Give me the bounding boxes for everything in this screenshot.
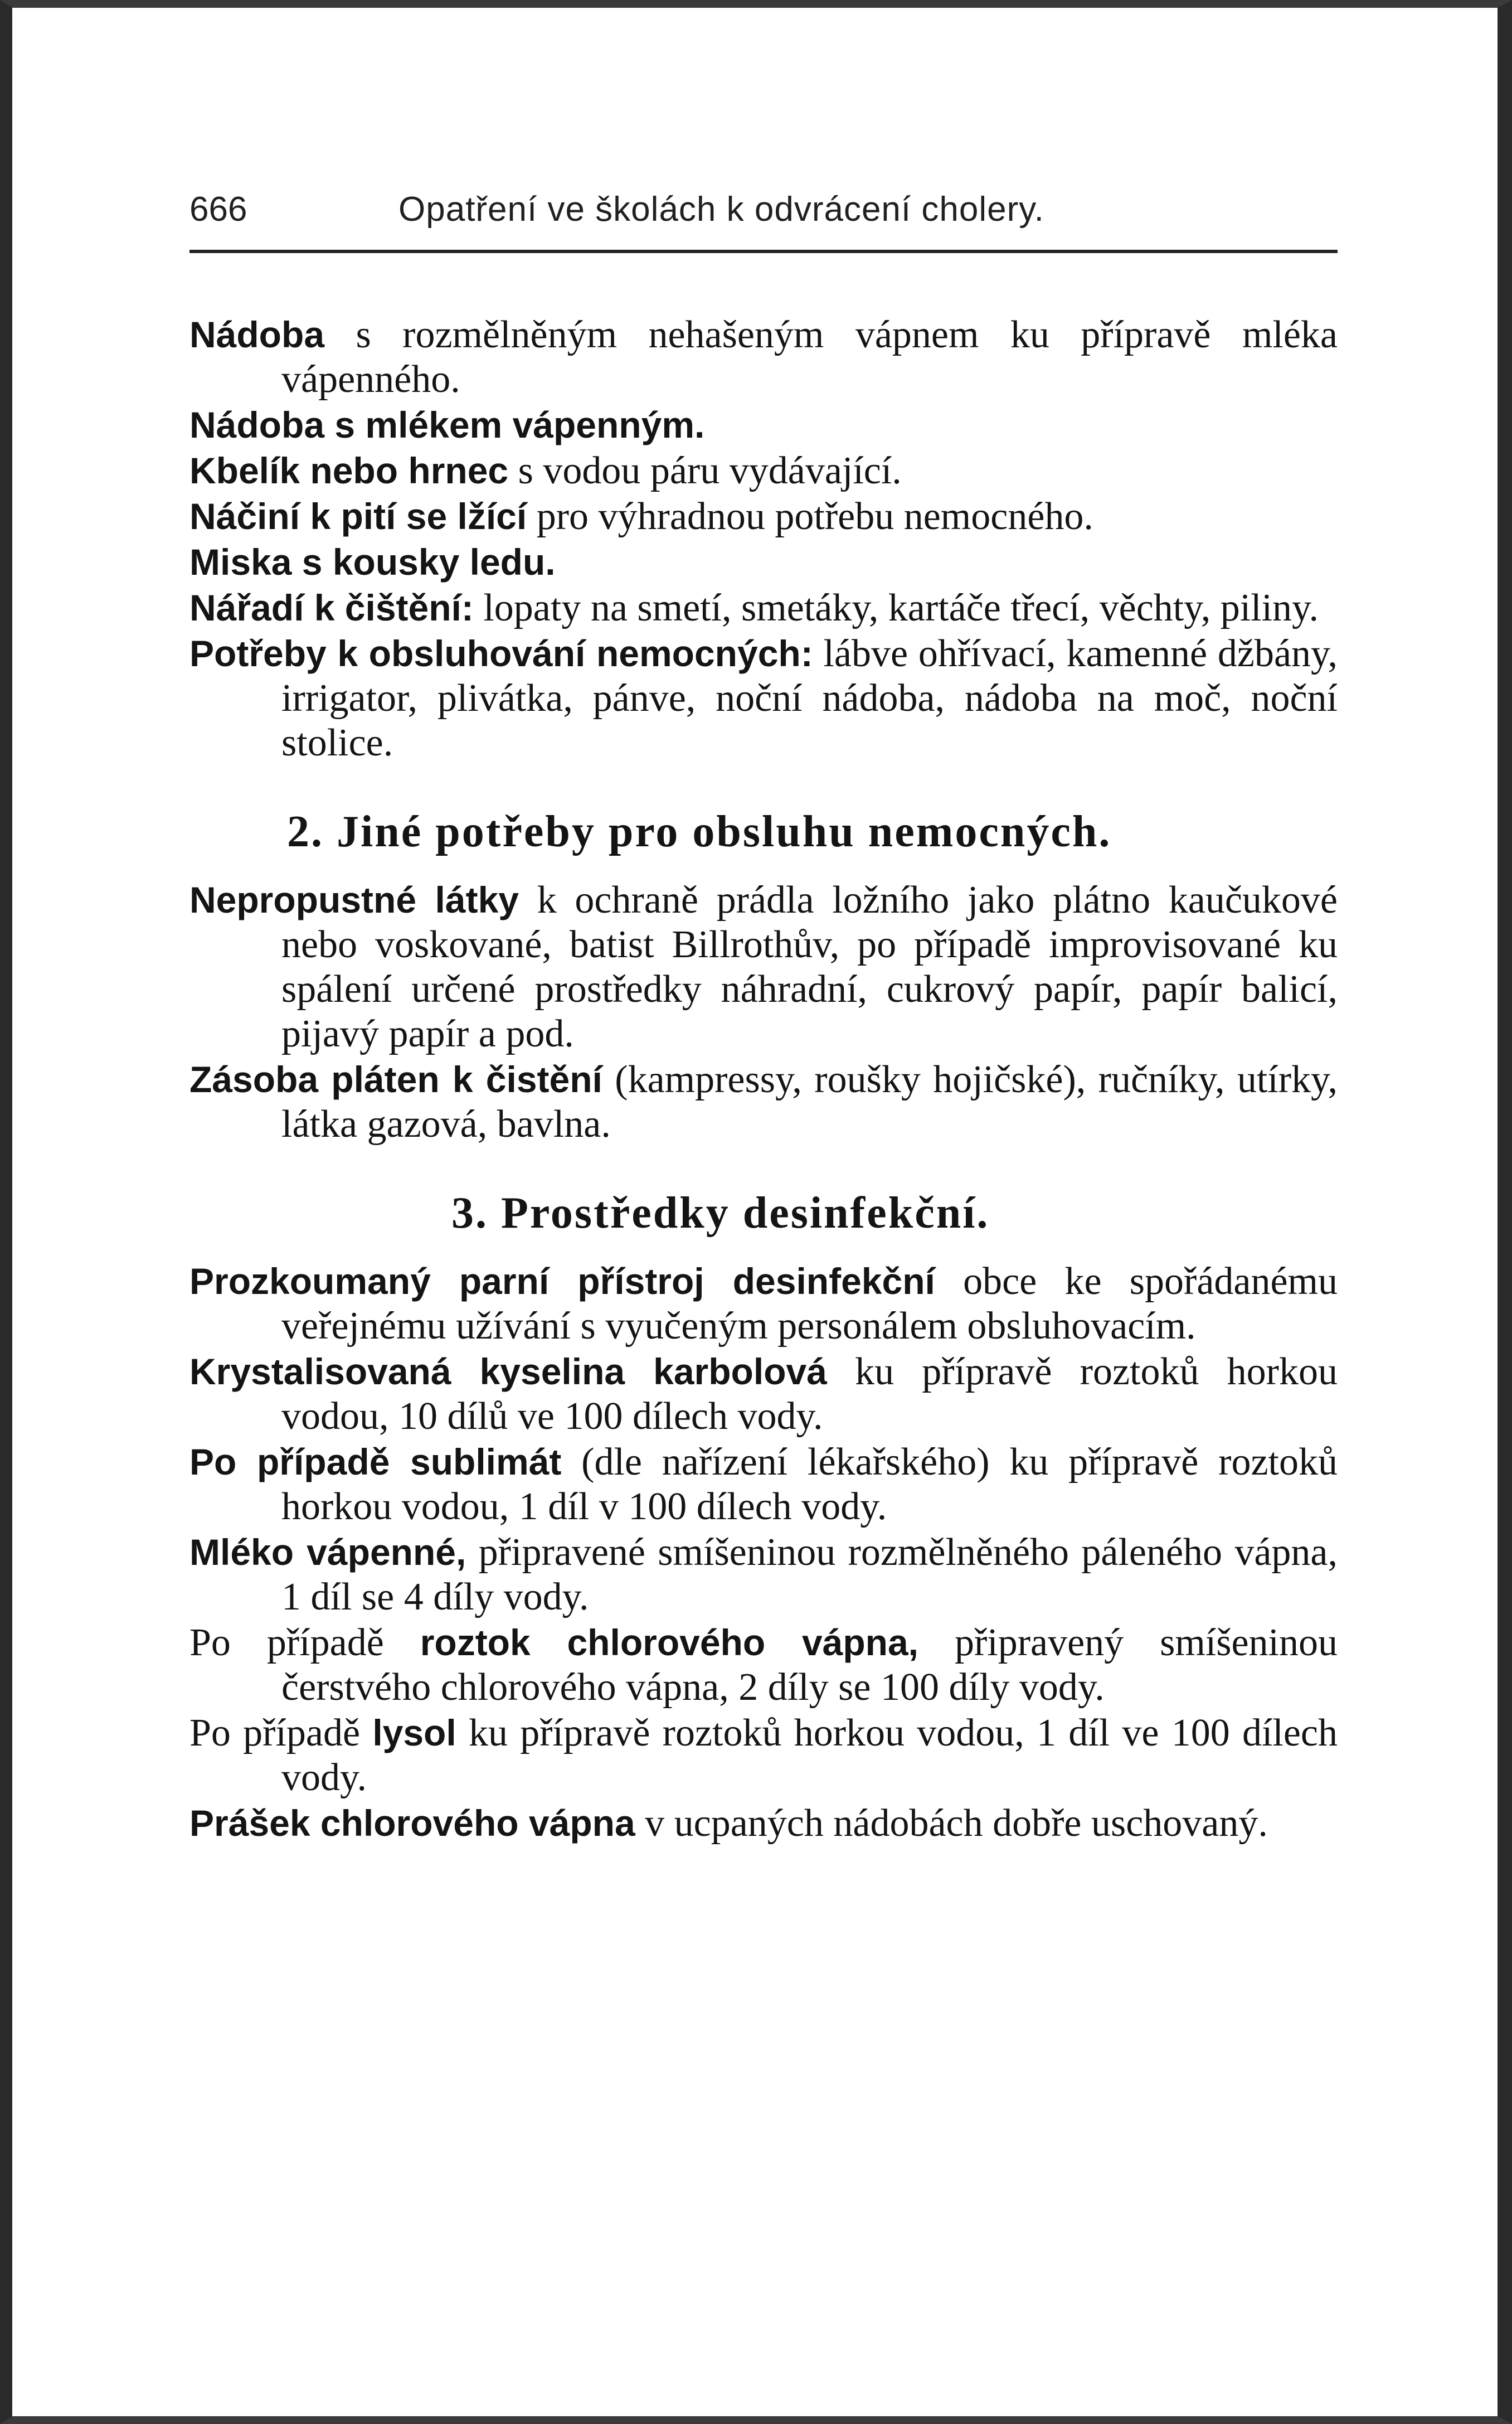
entry-text: ku přípravě roztoků horkou vodou, 1 díl ve 100 dílech vody. [281,1712,1338,1799]
entry-term: Kbelík nebo hrnec [189,450,509,491]
entry-text: připravené smíšeninou rozmělněného páleného vápna, 1 díl se 4 díly vody. [281,1531,1338,1618]
entry-text: obce ke spořádanému veřejnému užívání s vyučeným personálem obsluhovacím. [281,1260,1338,1347]
list-item [189,1259,1338,1349]
list-item [189,1620,1338,1710]
page-number: 666 [189,190,247,229]
entry-term: Potřeby k obsluhování nemocných: [189,633,813,674]
list-item [189,585,1338,631]
running-title: Opatření ve školách k odvrácení cholery. [398,190,1044,229]
list-item [189,1057,1338,1147]
list-item [189,494,1338,539]
entry-term: Krystalisovaná kyselina karbolová [189,1351,827,1392]
entry-term: Po případě sublimát [189,1441,562,1482]
entry-text: (dle nařízení lékařského) ku přípravě roztoků horkou vodou, 1 díl v 100 dílech vody. [281,1441,1338,1528]
header-rule [189,250,1338,253]
list-item [189,1530,1338,1620]
entry-term: Zásoba pláten k čistění [189,1059,602,1100]
list-item [189,631,1338,765]
entry-term: Náčiní k pití se lžící [189,496,527,537]
entry-text: s rozmělněným nehašeným vápnem ku přípravě mléka vápenného. [281,313,1338,401]
entry-lead: Po případě [189,1621,420,1664]
entry-text: připravený smíšeninou čerstvého chlorového vápna, 2 díly se 100 díly vody. [281,1621,1338,1709]
entry-text: s vodou páru vydávající. [508,449,902,492]
entry-term: Nářadí k čištění: [189,587,474,628]
list-item [189,448,1338,493]
list-item [189,1710,1338,1800]
entry-text: lábve ohřívací, kamenné džbány, irrigator, plivátka, pánve, noční nádoba, nádoba na moč, noční stolice. [281,632,1338,764]
page-body [189,312,1338,1846]
page-header [189,190,1338,240]
entry-text: ku přípravě roztoků horkou vodou, 10 dílů ve 100 dílech vody. [281,1350,1338,1438]
entry-term: Mléko vápenné, [189,1531,466,1573]
list-item [189,540,1338,585]
list-item [189,403,1338,448]
entry-text: lopaty na smetí, smetáky, kartáče třecí, věchty, piliny. [473,586,1319,629]
entry-term: Miska s kousky ledu. [189,541,556,583]
entry-text: pro výhradnou potřebu nemocného. [527,495,1093,538]
list-item [189,312,1338,402]
entry-term: lysol [372,1712,456,1753]
entry-term: Nepropustné látky [189,879,519,920]
entry-lead: Po případě [189,1712,373,1754]
list-item [189,1801,1338,1846]
list-item [189,878,1338,1056]
list-item [189,1439,1338,1529]
entry-text: (kampressy, roušky hojičské), ručníky, utírky, látka gazová, bavlna. [281,1058,1338,1146]
section-heading: 3. Prostředky desinfekční. [451,1189,990,1238]
entry-term: Prozkoumaný parní přístroj desinfekční [189,1261,935,1302]
entry-term: roztok chlorového vápna, [420,1622,919,1663]
entry-term: Nádoba s mlékem vápenným. [189,404,705,445]
list-item [189,1349,1338,1439]
entry-text: v ucpaných nádobách dobře uschovaný. [635,1802,1268,1845]
entry-text: k ochraně prádla ložního jako plátno kaučukové nebo voskované, batist Billrothův, po případě improvisované ku spálení určené prostředky náhradní, cukrový papír, papír balicí, pijavý papír a pod. [281,879,1338,1055]
entry-term: Prášek chlorového vápna [189,1802,635,1844]
section-heading: 2. Jiné potřeby pro obsluhu nemocných. [287,807,1112,856]
entry-term: Nádoba [189,314,325,355]
